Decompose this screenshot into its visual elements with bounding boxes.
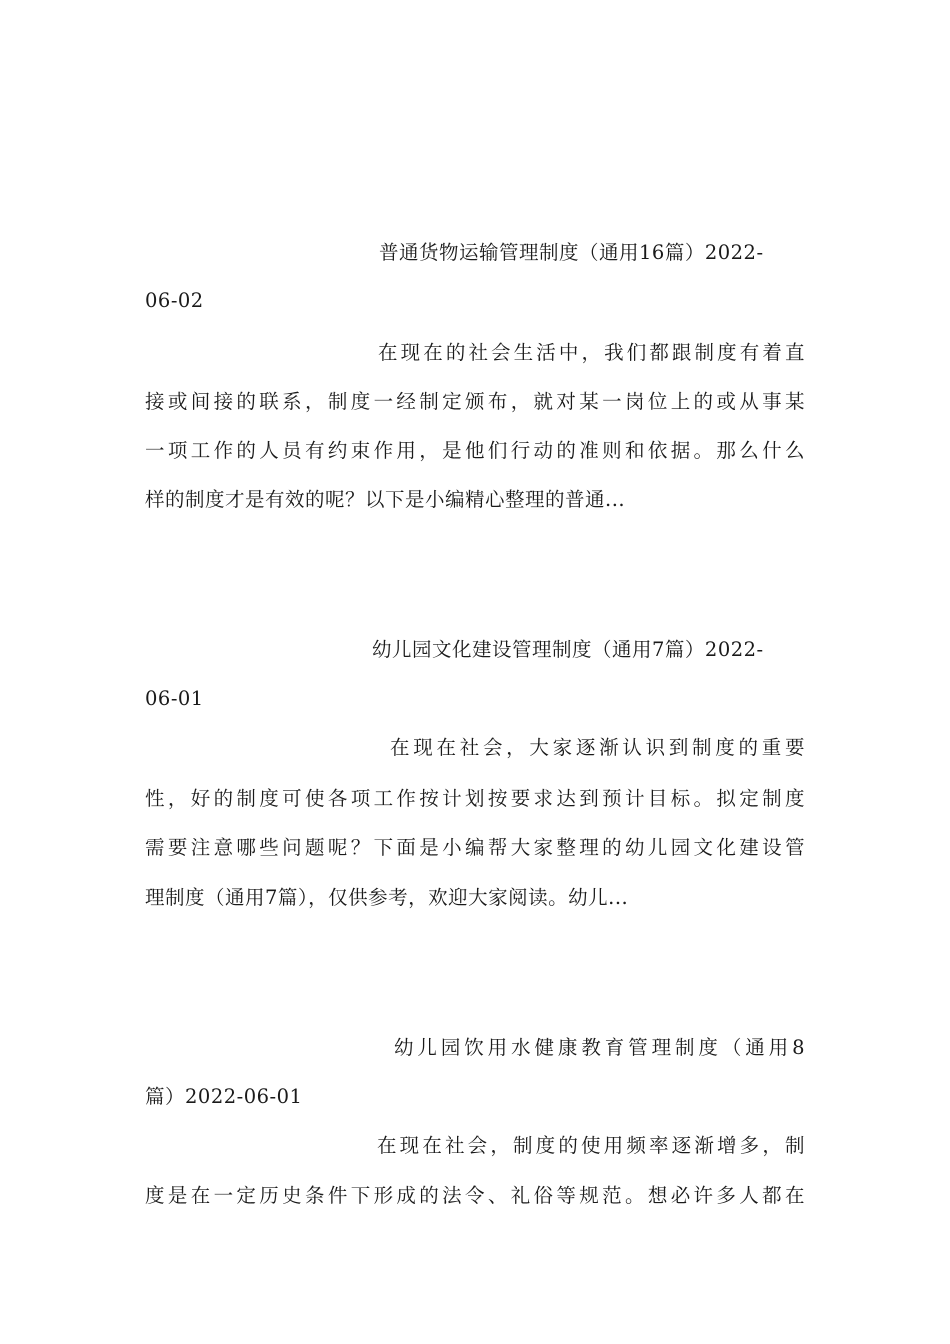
article-summary-line: 一项工作的人员有约束作用，是他们行动的准则和依据。那么什么: [145, 439, 805, 462]
article-title-continued: 篇）2022-06-01: [145, 1085, 303, 1108]
article-summary-line: 接或间接的联系，制度一经制定颁布，就对某一岗位上的或从事某: [145, 390, 805, 413]
article-title: 幼儿园饮用水健康教育管理制度（通用8: [394, 1036, 805, 1059]
article-summary-line: 样的制度才是有效的呢？以下是小编精心整理的普通...: [145, 488, 626, 511]
article-summary-line: 在现在社会，大家逐渐认识到制度的重要: [390, 736, 805, 759]
article-summary-line: 度是在一定历史条件下形成的法令、礼俗等规范。想必许多人都在: [145, 1184, 805, 1207]
article-title: 普通货物运输管理制度（通用16篇）2022-: [379, 241, 764, 264]
article-summary-line: 在现在的社会生活中，我们都跟制度有着直: [378, 341, 805, 364]
article-summary-line: 需要注意哪些问题呢？下面是小编帮大家整理的幼儿园文化建设管: [145, 836, 805, 859]
article-summary-line: 性，好的制度可使各项工作按计划按要求达到预计目标。拟定制度: [145, 787, 805, 810]
article-title-continued: 06-02: [145, 289, 204, 312]
article-title: 幼儿园文化建设管理制度（通用7篇）2022-: [372, 638, 764, 661]
article-summary-line: 在现在社会，制度的使用频率逐渐增多，制: [377, 1134, 805, 1157]
article-title-continued: 06-01: [145, 687, 204, 710]
article-summary-line: 理制度（通用7篇），仅供参考，欢迎大家阅读。幼儿...: [145, 886, 629, 909]
